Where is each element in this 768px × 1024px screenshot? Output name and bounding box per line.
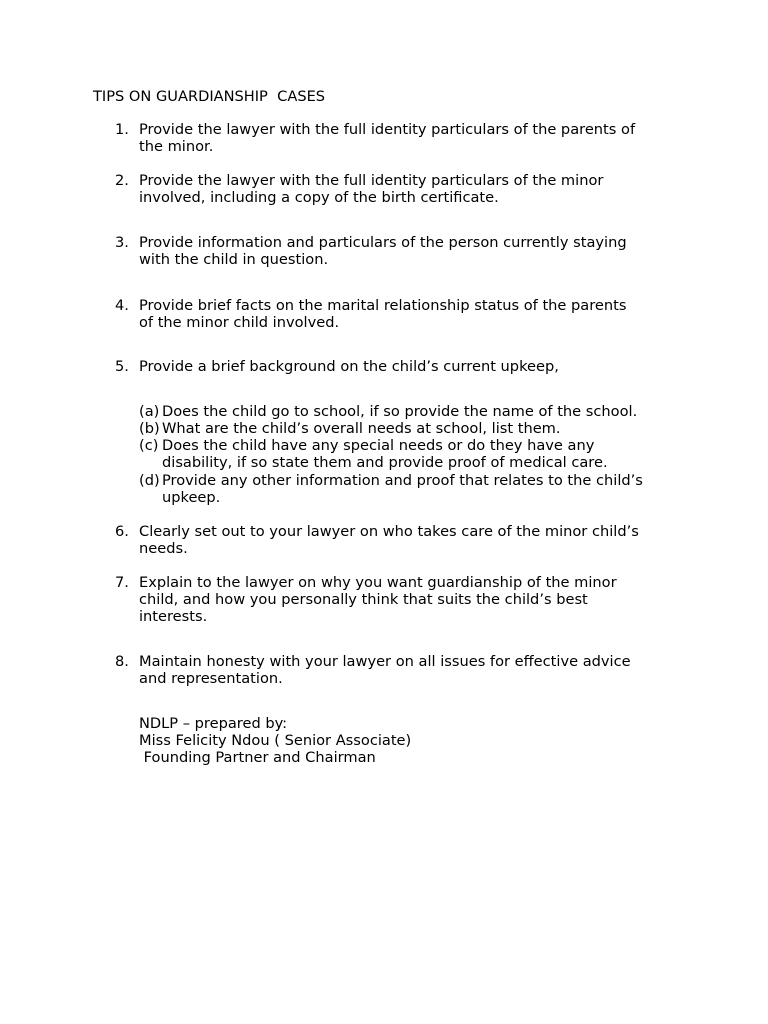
item-text xyxy=(139,297,695,331)
item-number: 3. xyxy=(115,234,129,251)
item-line: interests. xyxy=(139,608,208,625)
sub-item-label: (c) xyxy=(139,437,159,454)
item-text xyxy=(139,653,695,687)
item-number: 5. xyxy=(115,358,129,375)
sub-item-text xyxy=(162,472,699,506)
sub-item-line: Provide any other information and proof that relates to the child’s xyxy=(162,472,643,489)
sub-item-text xyxy=(162,420,699,437)
sub-item-text xyxy=(162,403,699,420)
item-number: 1. xyxy=(115,121,129,138)
item-line: needs. xyxy=(139,540,188,557)
author-role: Founding Partner and Chairman xyxy=(139,749,376,766)
item-text xyxy=(139,234,695,268)
item-number: 2. xyxy=(115,172,129,189)
item-line: Clearly set out to your lawyer on who takes care of the minor child’s xyxy=(139,523,639,540)
sub-item-line: disability, if so state them and provide proof of medical care. xyxy=(162,454,608,471)
item-text xyxy=(139,574,695,625)
signature-block xyxy=(139,715,639,766)
sub-item-line: Does the child have any special needs or do they have any xyxy=(162,437,595,454)
item-line: of the minor child involved. xyxy=(139,314,340,331)
item-number: 4. xyxy=(115,297,129,314)
item-line: Explain to the lawyer on why you want guardianship of the minor xyxy=(139,574,617,591)
item-text xyxy=(139,358,695,375)
item-line: Maintain honesty with your lawyer on all issues for effective advice xyxy=(139,653,631,670)
sub-item-label: (a) xyxy=(139,403,160,420)
item-line: the minor. xyxy=(139,138,214,155)
item-number: 8. xyxy=(115,653,129,670)
sub-item-line: Does the child go to school, if so provide the name of the school. xyxy=(162,403,638,420)
item-line: with the child in question. xyxy=(139,251,329,268)
sub-item-text xyxy=(162,437,699,471)
item-text xyxy=(139,523,695,557)
sub-item-line: What are the child’s overall needs at school, list them. xyxy=(162,420,561,437)
sub-item-label: (d) xyxy=(139,472,160,489)
item-line: child, and how you personally think that suits the child’s best xyxy=(139,591,588,608)
author-name: Miss Felicity Ndou ( Senior Associate) xyxy=(139,732,412,749)
item-line: and representation. xyxy=(139,670,283,687)
item-line: Provide the lawyer with the full identity particulars of the parents of xyxy=(139,121,636,138)
document-title: TIPS ON GUARDIANSHIP CASES xyxy=(93,88,326,105)
prepared-by: NDLP – prepared by: xyxy=(139,715,288,732)
sub-item-line: upkeep. xyxy=(162,489,221,506)
item-line: Provide a brief background on the child’s current upkeep, xyxy=(139,358,559,375)
item-number: 7. xyxy=(115,574,129,591)
sub-item-label: (b) xyxy=(139,420,160,437)
item-line: Provide information and particulars of the person currently staying xyxy=(139,234,627,251)
item-text xyxy=(139,172,695,206)
item-text xyxy=(139,121,695,155)
item-line: Provide brief facts on the marital relationship status of the parents xyxy=(139,297,627,314)
item-number: 6. xyxy=(115,523,129,540)
item-line: involved, including a copy of the birth certificate. xyxy=(139,189,499,206)
item-line: Provide the lawyer with the full identity particulars of the minor xyxy=(139,172,604,189)
